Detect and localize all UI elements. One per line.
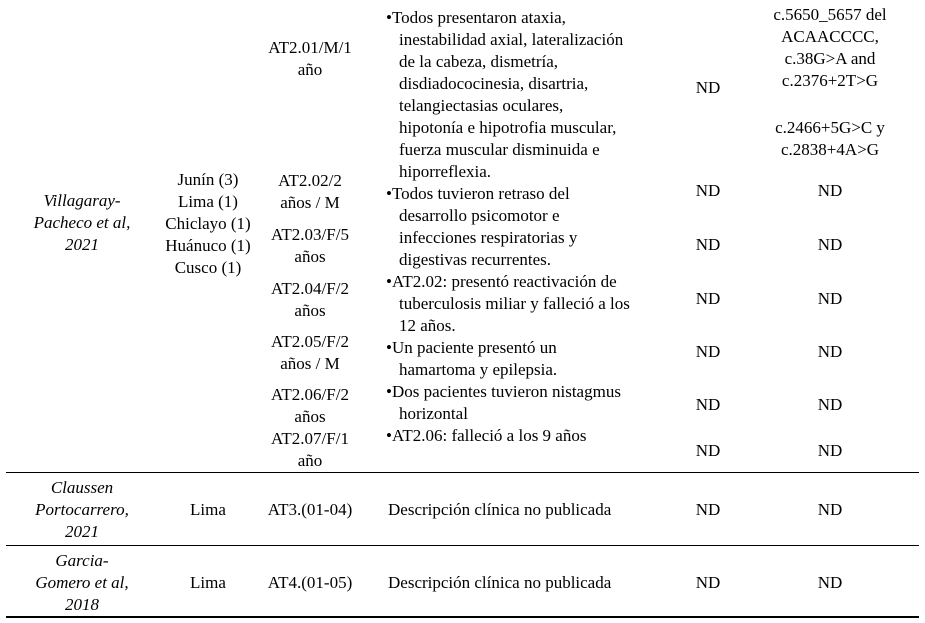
variant-cell: c.2466+5G>C y c.2838+4A>G — [775, 118, 885, 159]
nd-cell: ND — [695, 395, 721, 414]
location-line: Lima (1) — [178, 192, 238, 211]
nd-cell: ND — [695, 342, 721, 361]
study-citation: Villagaray-Pacheco et al, 2021 — [33, 191, 131, 254]
clinical-finding: • Dos pacientes tuvieron nistagmus horizontal — [386, 381, 630, 425]
variant-nd-cell: ND — [817, 181, 843, 200]
location-line: Chiclayo (1) — [165, 214, 251, 233]
patient-code: AT2.06/F/2 años — [271, 385, 349, 426]
clinical-description-list — [386, 7, 630, 447]
clinical-finding: • AT2.06: falleció a los 9 años — [386, 425, 630, 447]
patient-code: AT2.05/F/2 años / M — [271, 332, 349, 373]
clinical-description: Descripción clínica no publicada — [388, 500, 612, 519]
clinical-finding: • Un paciente presentó un hamartoma y epilepsia. — [386, 337, 630, 381]
variant-nd-cell: ND — [817, 342, 843, 361]
clinical-description: Descripción clínica no publicada — [388, 573, 612, 592]
location-line: Junín (3) — [177, 170, 239, 189]
study-locations — [157, 169, 259, 279]
nd-cell: ND — [695, 235, 721, 254]
variant-nd-cell: ND — [817, 235, 843, 254]
variant-nd-cell: ND — [817, 500, 843, 519]
clinical-finding: • Todos presentaron ataxia, inestabilidad axial, lateralización de la cabeza, dismetría, disdiadococinesia, disartria, telangiectasias oculares, hipotonía e hipotrofia muscular, fuerza muscular disminuida e hiporreflexia. — [386, 7, 630, 183]
table-rule — [6, 472, 919, 473]
patient-code: AT2.02/2 años / M — [278, 171, 342, 212]
nd-cell: ND — [695, 441, 721, 460]
study-citation: Claussen Portocarrero, 2021 — [35, 478, 129, 541]
patient-code: AT2.04/F/2 años — [271, 279, 349, 320]
variant-nd-cell: ND — [817, 573, 843, 592]
patient-code: AT3.(01-04) — [267, 500, 353, 519]
variant-nd-cell: ND — [817, 395, 843, 414]
location-line: Huánuco (1) — [165, 236, 251, 255]
location-line: Lima — [190, 573, 226, 592]
nd-cell: ND — [695, 78, 721, 97]
clinical-finding: • Todos tuvieron retraso del desarrollo psicomotor e infecciones respiratorias y digestivas recurrentes. — [386, 183, 630, 271]
study-citation: Garcia-Gomero et al, 2018 — [35, 551, 129, 614]
table-bottom-rule — [6, 616, 919, 618]
patient-code: AT2.03/F/5 años — [271, 225, 349, 266]
table-rule — [6, 545, 919, 546]
patient-code: AT2.07/F/1 año — [271, 429, 349, 470]
clinical-finding: • AT2.02: presentó reactivación de tuberculosis miliar y falleció a los 12 años. — [386, 271, 630, 337]
nd-cell: ND — [695, 573, 721, 592]
nd-cell: ND — [695, 500, 721, 519]
variant-nd-cell: ND — [817, 289, 843, 308]
patient-code: AT2.01/M/1 año — [268, 38, 352, 79]
patient-code: AT4.(01-05) — [267, 573, 353, 592]
variant-cell: c.5650_5657 del ACAACCCC, c.38G>A and c.2376+2T>G — [773, 5, 887, 90]
location-line: Cusco (1) — [174, 258, 242, 277]
nd-cell: ND — [695, 289, 721, 308]
nd-cell: ND — [695, 181, 721, 200]
variant-nd-cell: ND — [817, 441, 843, 460]
location-line: Lima — [190, 500, 226, 519]
